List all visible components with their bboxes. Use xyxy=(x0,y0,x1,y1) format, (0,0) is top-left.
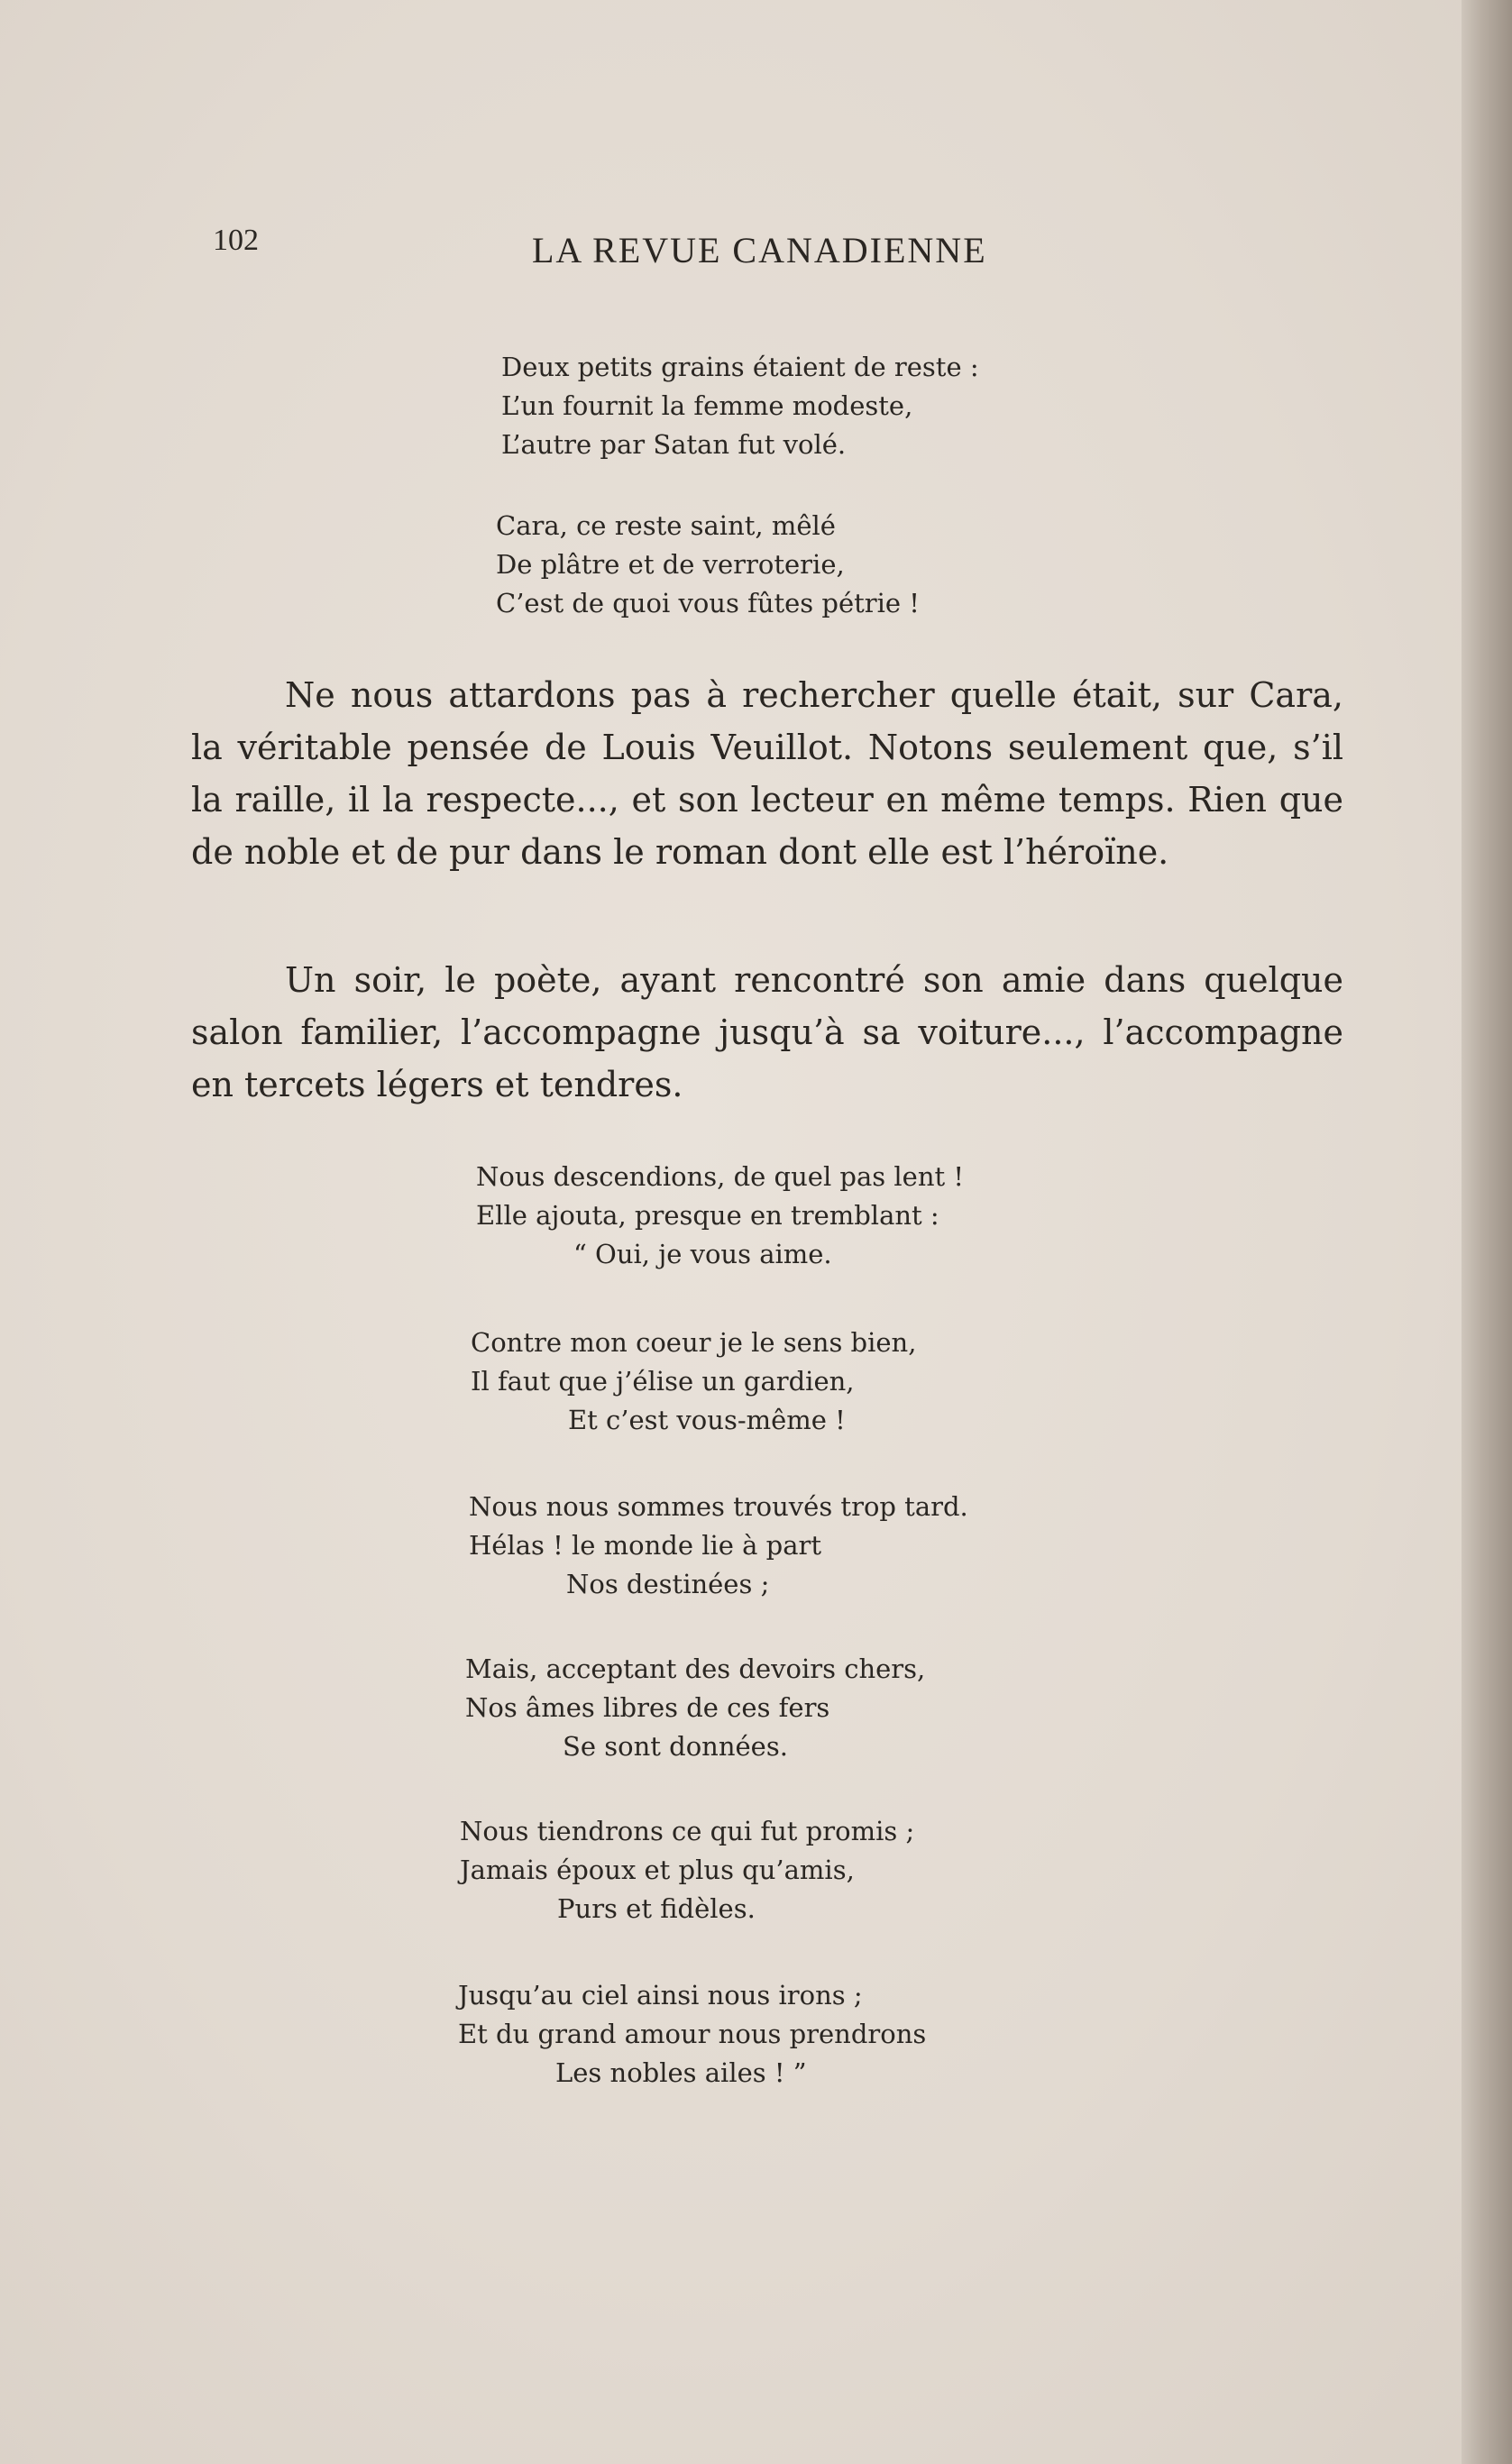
verse-line: C’est de quoi vous fûtes pétrie ! xyxy=(496,588,920,618)
verse-line: L’autre par Satan fut volé. xyxy=(501,429,847,460)
verse-line: Jusqu’au ciel ainsi nous irons ; xyxy=(458,1980,863,2011)
poem-stanza xyxy=(471,1324,916,1440)
poem-stanza xyxy=(465,1650,925,1766)
verse-line: Hélas ! le monde lie à part xyxy=(469,1530,822,1561)
paragraph-text: Un soir, le poète, ayant rencontré son amie dans quelque salon familier, l’accompagne jusqu’à sa voiture..., l’accompagne en tercets légers et tendres. xyxy=(191,960,1343,1104)
poem-stanza xyxy=(460,1812,914,1928)
verse-line: Purs et fidèles. xyxy=(557,1893,756,1924)
poem-stanza xyxy=(501,348,979,464)
verse-line: Contre mon coeur je le sens bien, xyxy=(471,1327,917,1358)
running-title: LA REVUE CANADIENNE xyxy=(532,230,987,270)
prose-paragraph xyxy=(191,954,1343,1111)
poem-stanza xyxy=(476,1158,964,1274)
verse-line: L’un fournit la femme modeste, xyxy=(501,390,913,421)
verse-line: Et c’est vous-même ! xyxy=(568,1405,846,1435)
verse-line: Nos destinées ; xyxy=(566,1569,770,1599)
verse-line: Elle ajouta, presque en tremblant : xyxy=(476,1200,939,1231)
verse-line: Nous tiendrons ce qui fut promis ; xyxy=(460,1816,915,1846)
verse-line: Nos âmes libres de ces fers xyxy=(465,1692,830,1723)
verse-line: Il faut que j’élise un gardien, xyxy=(471,1366,855,1397)
verse-line: Jamais époux et plus qu’amis, xyxy=(460,1855,855,1885)
page-gutter-shadow xyxy=(1462,0,1512,2464)
verse-line: Et du grand amour nous prendrons xyxy=(458,2019,927,2049)
poem-stanza xyxy=(496,507,920,623)
page-number: 102 xyxy=(213,224,259,257)
verse-line: Mais, acceptant des devoirs chers, xyxy=(465,1653,926,1684)
verse-line: Cara, ce reste saint, mêlé xyxy=(496,510,836,541)
paragraph-text: Ne nous attardons pas à rechercher quelle était, sur Cara, la véritable pensée de Louis Veuillot. Notons seulement que, s’il la raille, il la respecte..., et son lecteur en même temps. Rien que de noble et de pur dans le roman dont elle est l’héroïne. xyxy=(191,675,1343,872)
poem-stanza xyxy=(469,1488,968,1604)
verse-line: Deux petits grains étaient de reste : xyxy=(501,352,979,382)
prose-paragraph xyxy=(191,669,1343,878)
verse-line: Les nobles ailes ! ” xyxy=(555,2057,807,2088)
verse-line: Se sont données. xyxy=(563,1731,788,1762)
verse-line: “ Oui, je vous aime. xyxy=(573,1239,832,1269)
verse-line: Nous descendions, de quel pas lent ! xyxy=(476,1161,965,1192)
verse-line: Nous nous sommes trouvés trop tard. xyxy=(469,1491,968,1522)
verse-line: De plâtre et de verroterie, xyxy=(496,549,845,580)
poem-stanza xyxy=(458,1976,926,2093)
